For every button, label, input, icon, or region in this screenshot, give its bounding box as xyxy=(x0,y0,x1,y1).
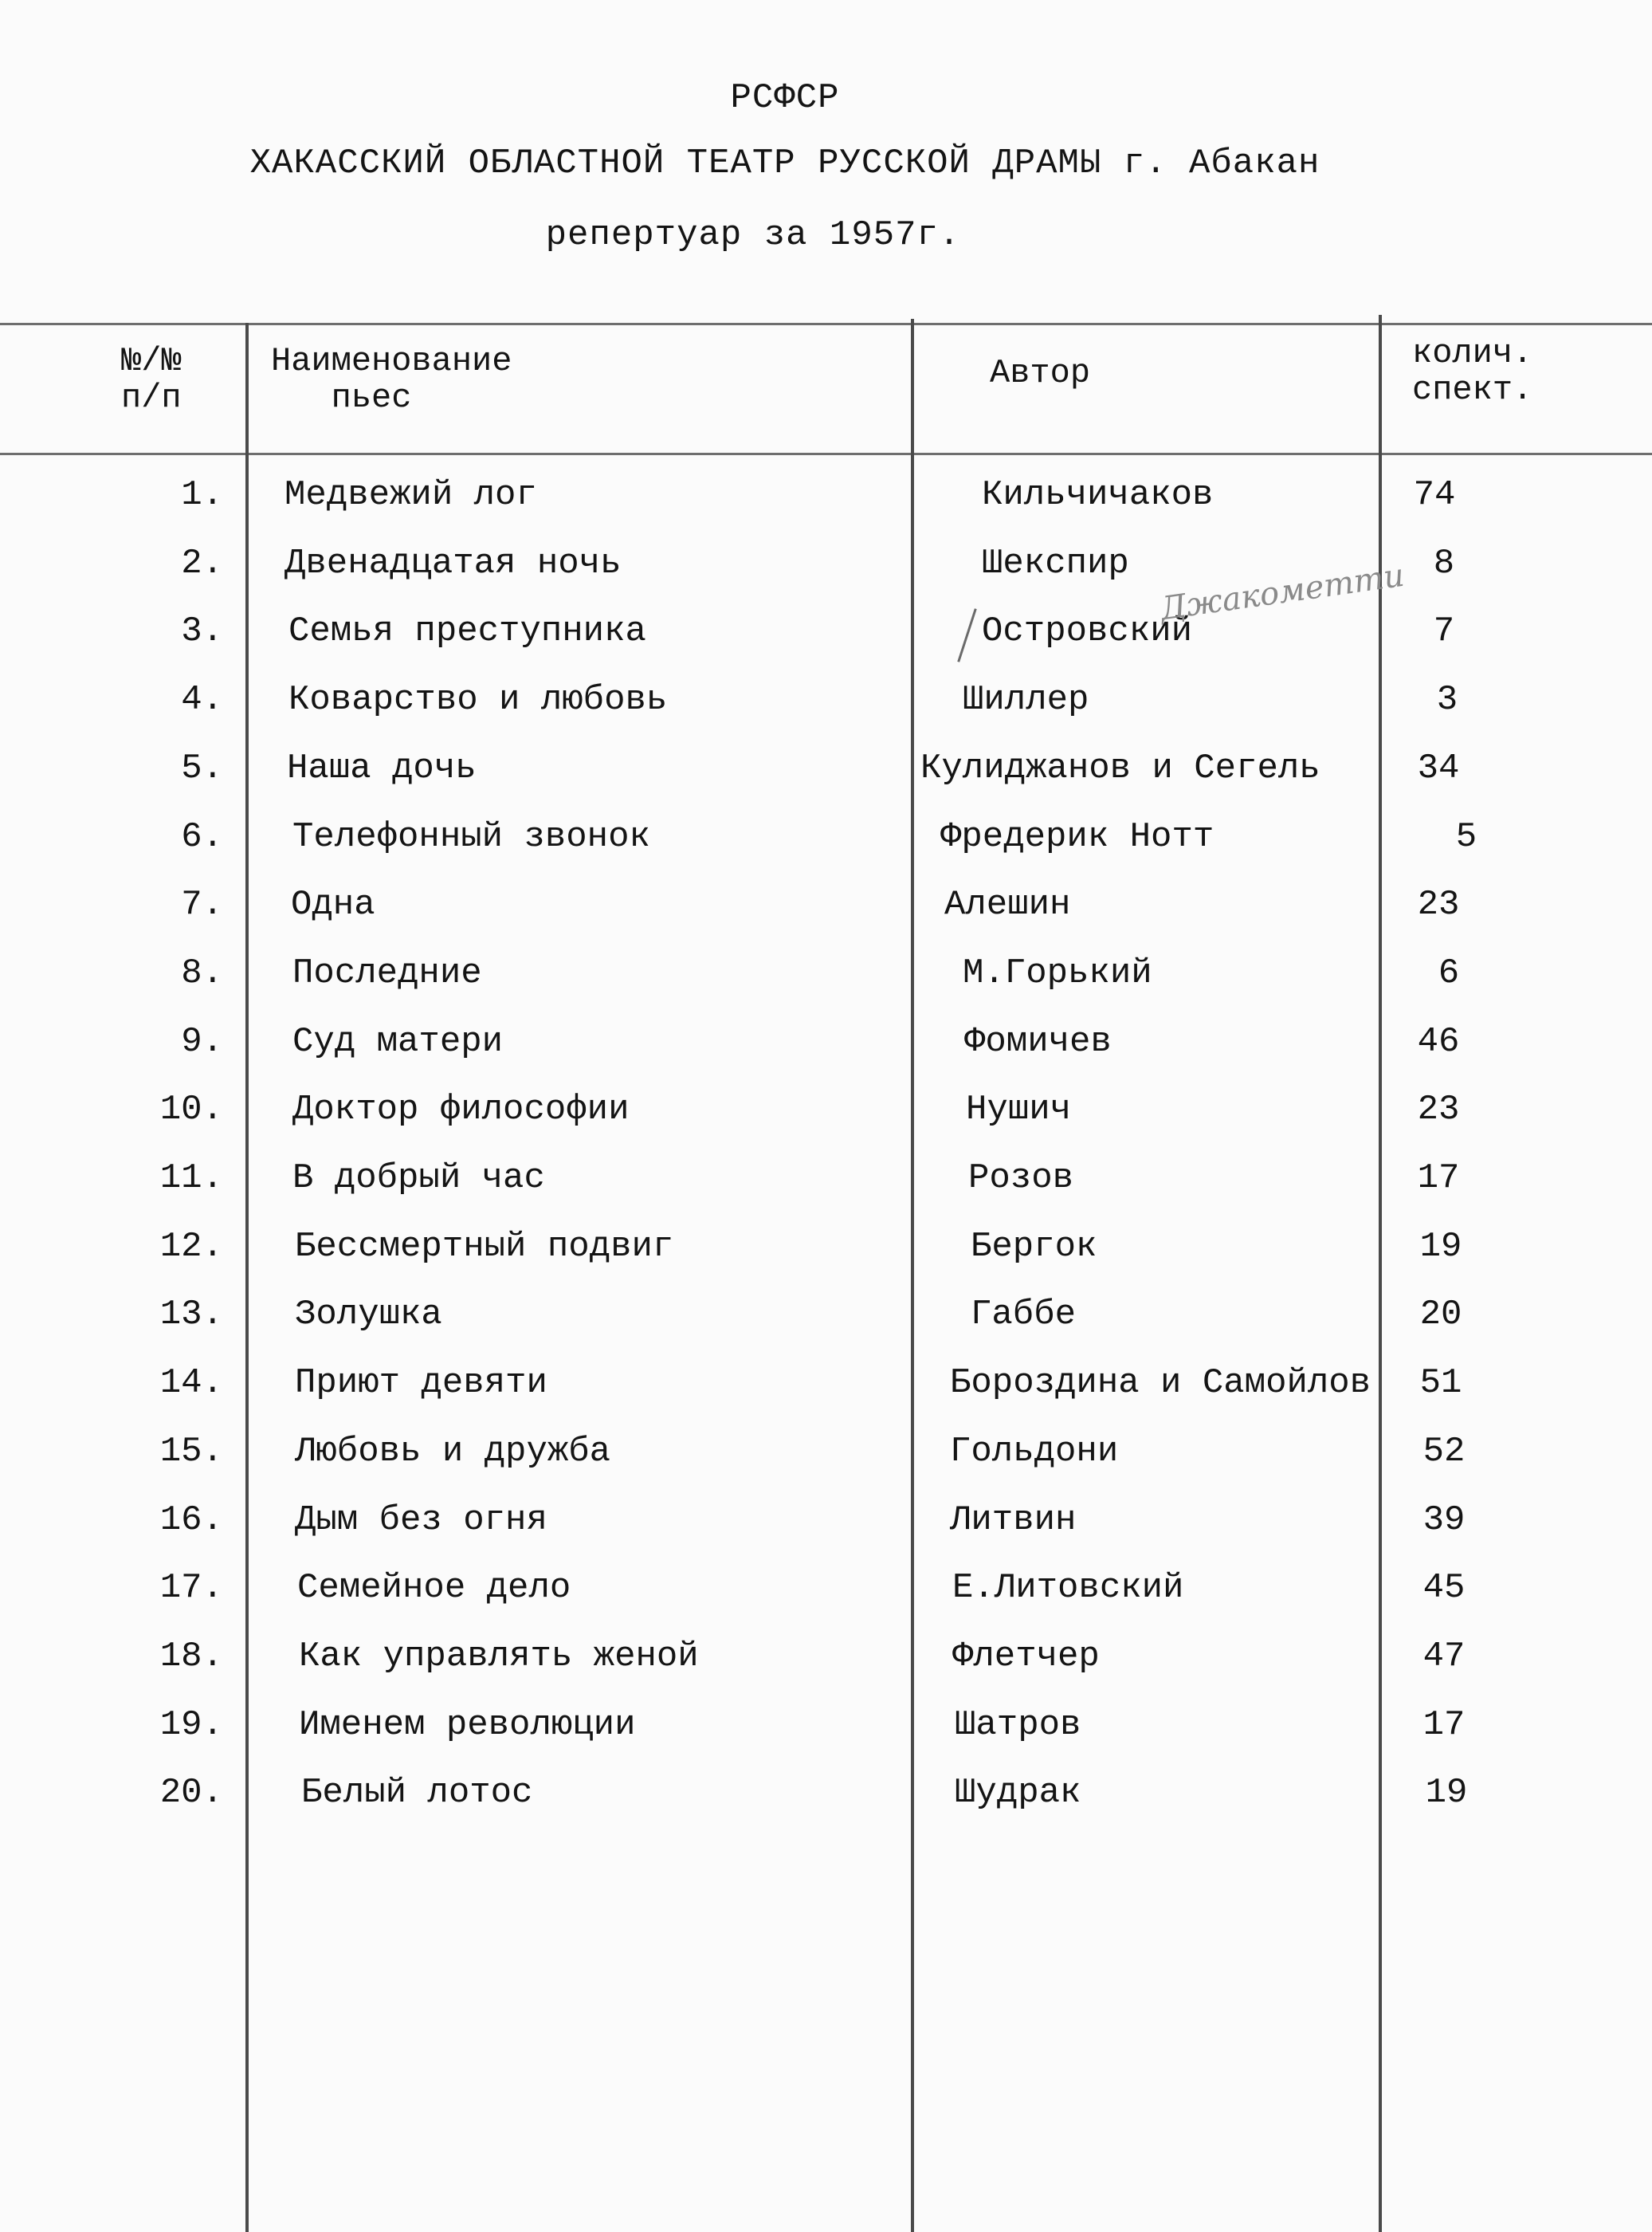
play-title: Коварство и любовь xyxy=(288,680,668,720)
performance-count: 6 xyxy=(1438,953,1460,993)
row-number: 4. xyxy=(181,680,223,720)
performance-count: 23 xyxy=(1417,885,1460,925)
play-author: Гольдони xyxy=(950,1432,1119,1472)
performance-count: 45 xyxy=(1422,1568,1466,1608)
play-title: Белый лотос xyxy=(301,1773,533,1813)
play-title: Последние xyxy=(292,953,482,993)
play-title: Семейное дело xyxy=(297,1568,571,1608)
play-author: Флетчер xyxy=(952,1637,1100,1676)
play-title: Золушка xyxy=(295,1295,442,1334)
column-header-author: Автор xyxy=(990,354,1091,392)
play-author: М.Горький xyxy=(963,953,1152,993)
play-author: Шудрак xyxy=(955,1773,1081,1813)
play-title: Приют девяти xyxy=(295,1363,547,1403)
play-author: Литвин xyxy=(950,1500,1077,1540)
row-number: 15. xyxy=(159,1432,223,1472)
play-title: В добрый час xyxy=(292,1158,545,1198)
row-number: 18. xyxy=(159,1637,223,1676)
performance-count: 20 xyxy=(1419,1295,1462,1334)
performance-count: 34 xyxy=(1417,749,1460,788)
performance-count: 19 xyxy=(1419,1227,1462,1267)
row-number: 8. xyxy=(181,953,223,993)
row-number: 6. xyxy=(181,817,223,857)
performance-count: 74 xyxy=(1413,475,1456,515)
play-author: Бергок xyxy=(971,1227,1097,1267)
row-number: 1. xyxy=(181,475,223,515)
play-title: Дым без огня xyxy=(295,1500,547,1540)
handwritten-annotation: Джакометти xyxy=(1158,556,1407,628)
play-author: Островский xyxy=(982,611,1193,651)
play-author: Шекспир xyxy=(982,544,1129,584)
column-divider-2 xyxy=(911,319,914,2232)
performance-count: 7 xyxy=(1433,611,1455,651)
row-number: 12. xyxy=(159,1227,223,1267)
play-author: Фредерик Нотт xyxy=(940,817,1214,857)
header-line-2: ХАКАССКИЙ ОБЛАСТНОЙ ТЕАТР РУССКОЙ ДРАМЫ г. Абакан xyxy=(249,143,1320,183)
column-header-num: №/№ п/п xyxy=(121,342,182,417)
performance-count: 23 xyxy=(1417,1090,1460,1130)
play-author: Фомичев xyxy=(964,1022,1112,1062)
performance-count: 8 xyxy=(1433,544,1455,584)
play-author: Шиллер xyxy=(963,680,1089,720)
play-author: Алешин xyxy=(944,885,1071,925)
performance-count: 52 xyxy=(1422,1432,1466,1472)
row-number: 17. xyxy=(159,1568,223,1608)
play-title: Именем революции xyxy=(299,1705,636,1745)
column-header-title: Наименование пьес xyxy=(271,342,512,417)
play-author: Розов xyxy=(968,1158,1074,1198)
row-number: 5. xyxy=(181,749,223,788)
header-line-3: репертуар за 1957г. xyxy=(545,215,961,255)
row-number: 14. xyxy=(159,1363,223,1403)
play-author: Нушич xyxy=(966,1090,1072,1130)
play-title: Любовь и дружба xyxy=(295,1432,611,1472)
row-number: 13. xyxy=(159,1295,223,1334)
row-number: 7. xyxy=(181,885,223,925)
play-author: Кильчичаков xyxy=(982,475,1214,515)
play-title: Бессмертный подвиг xyxy=(295,1227,674,1267)
performance-count: 47 xyxy=(1422,1637,1466,1676)
performance-count: 39 xyxy=(1422,1500,1466,1540)
performance-count: 19 xyxy=(1425,1773,1468,1813)
row-number: 2. xyxy=(181,544,223,584)
play-title: Двенадцатая ночь xyxy=(284,544,622,584)
play-author: Кулиджанов и Сегель xyxy=(920,749,1320,788)
row-number: 16. xyxy=(159,1500,223,1540)
header-line-1: РСФСР xyxy=(730,78,840,118)
play-author: Шатров xyxy=(955,1705,1081,1745)
row-number: 20. xyxy=(159,1773,223,1813)
play-title: Медвежий лог xyxy=(284,475,537,515)
column-header-count: колич. спект. xyxy=(1412,334,1533,409)
performance-count: 3 xyxy=(1436,680,1458,720)
row-number: 11. xyxy=(159,1158,223,1198)
play-author: Бороздина и Самойлов xyxy=(950,1363,1371,1403)
column-divider-3 xyxy=(1379,315,1382,2232)
play-title: Наша дочь xyxy=(287,749,477,788)
performance-count: 17 xyxy=(1422,1705,1466,1745)
column-divider-1 xyxy=(245,323,249,2232)
play-title: Доктор философии xyxy=(292,1090,630,1130)
performance-count: 5 xyxy=(1455,817,1477,857)
performance-count: 46 xyxy=(1417,1022,1460,1062)
play-title: Как управлять женой xyxy=(299,1637,699,1676)
play-title: Семья преступника xyxy=(288,611,646,651)
performance-count: 51 xyxy=(1419,1363,1462,1403)
play-title: Одна xyxy=(291,885,375,925)
play-title: Суд матери xyxy=(292,1022,504,1062)
row-number: 19. xyxy=(159,1705,223,1745)
play-author: Габбе xyxy=(971,1295,1077,1334)
row-number: 10. xyxy=(159,1090,223,1130)
play-author: Е.Литовский xyxy=(952,1568,1184,1608)
pencil-mark xyxy=(957,608,976,662)
play-title: Телефонный звонок xyxy=(292,817,650,857)
row-number: 9. xyxy=(181,1022,223,1062)
row-number: 3. xyxy=(181,611,223,651)
performance-count: 17 xyxy=(1417,1158,1460,1198)
